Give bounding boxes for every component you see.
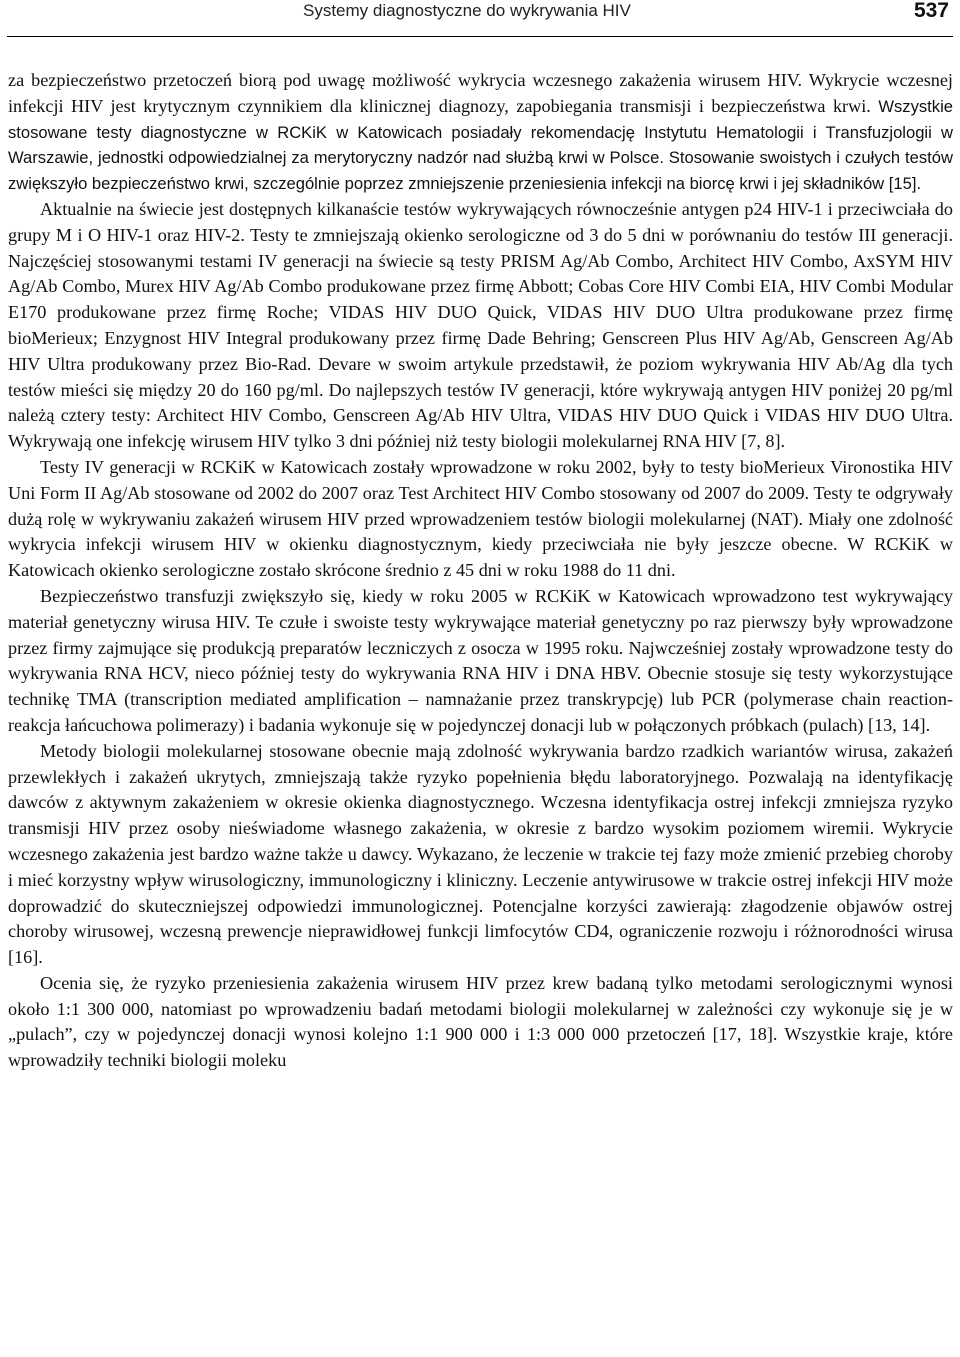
- paragraph-text: Ocenia się, że ryzyko przeniesienia zakażenia wirusem HIV przez krew badaną tylko metodami serologicznymi wynosi około 1:1 300 000, natomiast po wprowadzeniu badań metodami biologii molekularnej w zależności czy wykonuje się je w „pulach”, czy w pojedynczej donacji wynosi kolejno 1:1 900 000 i 1:3 000 000 przetoczeń [17, 18]. Wszystkie kraje, które wprowadziły techniki biologii moleku: [8, 972, 953, 1071]
- paragraph: [8, 584, 953, 739]
- paragraph-text-sans: Wszystkie stosowane testy diagnostyczne w RCKiK w Katowicach posiadały rekomendację Instytutu Hematologii i Transfuzjologii w Warszawie, jednostki odpowiedzialnej za merytoryczny nadzór nad służbą krwi w Polsce. Stosowanie swoistych i czułych testów zwiększyło bezpieczeństwo krwi, szczególnie poprzez zmniejszenie przeniesienia infekcji na biorcę krwi i jej składników [15].: [8, 96, 953, 194]
- paragraph-text: Metody biologii molekularnej stosowane obecnie mają zdolność wykrywania bardzo rzadkich wariantów wirusa, zakażeń przewlekłych i zakażeń ukrytych, zmniejszają także ryzyko popełnienia błędu laboratoryjnego. Pozwalają na identyfikację dawców z aktywnym zakażeniem w okresie okienka diagnostycznego. Wczesna identyfikacja ostrej infekcji zmniejsza ryzyko transmisji HIV przez osoby nieświadome własnego zakażenia, w okresie z bardzo wysokim poziomem wiremii. Wykrycie wczesnego zakażenia jest bardzo ważne także u dawcy. Wykazano, że leczenie w trakcie tej fazy może zmienić przebieg choroby i mieć korzystny wpływ wirusologiczny, immunologiczny i kliniczny. Leczenie antywirusowe w trakcie ostrej infekcji HIV może doprowadzić do skuteczniejszej odpowiedzi immunologicznej. Potencjalne korzyści zawierają: złagodzenie objawów ostrej choroby wirusowej, wczesną prewencje nieprawidłowej funkcji limfocytów CD4, ograniczenie rozwoju i różnorodności wirusa [16].: [8, 740, 953, 968]
- body-text: [8, 68, 953, 1074]
- paragraph: [8, 455, 953, 584]
- paragraph-text: Aktualnie na świecie jest dostępnych kilkanaście testów wykrywających równocześnie antygen p24 HIV-1 i przeciwciała do grupy M i O HIV-1 oraz HIV-2. Testy te zmniejszają okienko serologiczne od 3 do 5 dni w porównaniu do testów III generacji. Najczęściej stosowanymi testami IV generacji na świecie są testy PRISM Ag/Ab Combo, Architect HIV Combo, AxSYM HIV Ag/Ab Combo, Murex HIV Ag/Ab Combo produkowane przez firmę Abbott; Cobas Core HIV Combi EIA, HIV Combi Modular E170 produkowane przez firmę Roche; VIDAS HIV DUO Quick, VIDAS HIV DUO Ultra produkowane przez firmę bioMerieux; Enzygnost HIV Integral produkowany przez firmę Dade Behring; Genscreen Plus HIV Ag/Ab, Genscreen Ag/Ab HIV Ultra produkowany przez Bio-Rad. Devare w swoim artykule przedstawił, że poziom wykrywania HIV Ab/Ag dla tych testów mieści się między 20 do 160 pg/ml. Do najlepszych testów IV generacji, które wykrywają antygen HIV poniżej 20 pg/ml należą cztery testy: Architect HIV Combo, Genscreen Ag/Ab HIV Ultra, VIDAS HIV DUO Quick i VIDAS HIV DUO Ultra. Wykrywają one infekcję wirusem HIV tylko 3 dni później niż testy biologii molekularnej RNA HIV [7, 8].: [8, 198, 953, 452]
- paragraph: [8, 197, 953, 455]
- paragraph: [8, 971, 953, 1074]
- running-header-title: Systemy diagnostyczne do wykrywania HIV: [303, 1, 631, 20]
- paragraph: [8, 68, 953, 197]
- page-number: 537: [913, 0, 949, 22]
- paragraph-text: Testy IV generacji w RCKiK w Katowicach zostały wprowadzone w roku 2002, były to testy bioMerieux Vironostika HIV Uni Form II Ag/Ab stosowane od 2002 do 2007 oraz Test Architect HIV Combo stosowany od 2007 do 2009. Testy te odgrywały dużą rolę w wykrywaniu zakażeń wirusem HIV przed wprowadzeniem testów biologii molekularnej (NAT). Miały one zdolność wykrycia infekcji wirusem HIV w okienku diagnostycznym, kiedy przeciwciała nie były jeszcze obecne. W RCKiK w Katowicach okienko serologiczne zostało skrócone średnio z 45 dni w roku 1988 do 11 dni.: [8, 456, 953, 581]
- paragraph-text: za bezpieczeństwo przetoczeń biorą pod uwagę możliwość wykrycia wczesnego zakażenia wirusem HIV. Wykrycie wczesnej infekcji HIV jest krytycznym czynnikiem dla klinicznej diagnozy, zapobiegania transmisji i bezpieczeństwa krwi.: [8, 70, 953, 116]
- paragraph: [8, 739, 953, 971]
- running-header: [7, 0, 953, 37]
- paragraph-text: Bezpieczeństwo transfuzji zwiększyło się, kiedy w roku 2005 w RCKiK w Katowicach wprowadzono test wykrywający materiał genetyczny wirusa HIV. Te czułe i swoiste testy wykrywające materiał genetyczny po raz pierwszy były wprowadzone przez firmy zajmujące się produkcją preparatów leczniczych z osocza w 1995 roku. Najwcześniej zostały wprowadzone testy do wykrywania RNA HCV, nieco później testy do wykrywania RNA HIV i DNA HBV. Obecnie stosuje się testy wykorzystujące technikę TMA (transcription mediated amplification – namnażanie przez transkrypcję) lub PCR (polymerase chain reaction- reakcja łańcuchowa polimerazy) i badania wykonuje się w pojedynczej donacji lub w połączonych próbkach (pulach) [13, 14].: [8, 585, 953, 735]
